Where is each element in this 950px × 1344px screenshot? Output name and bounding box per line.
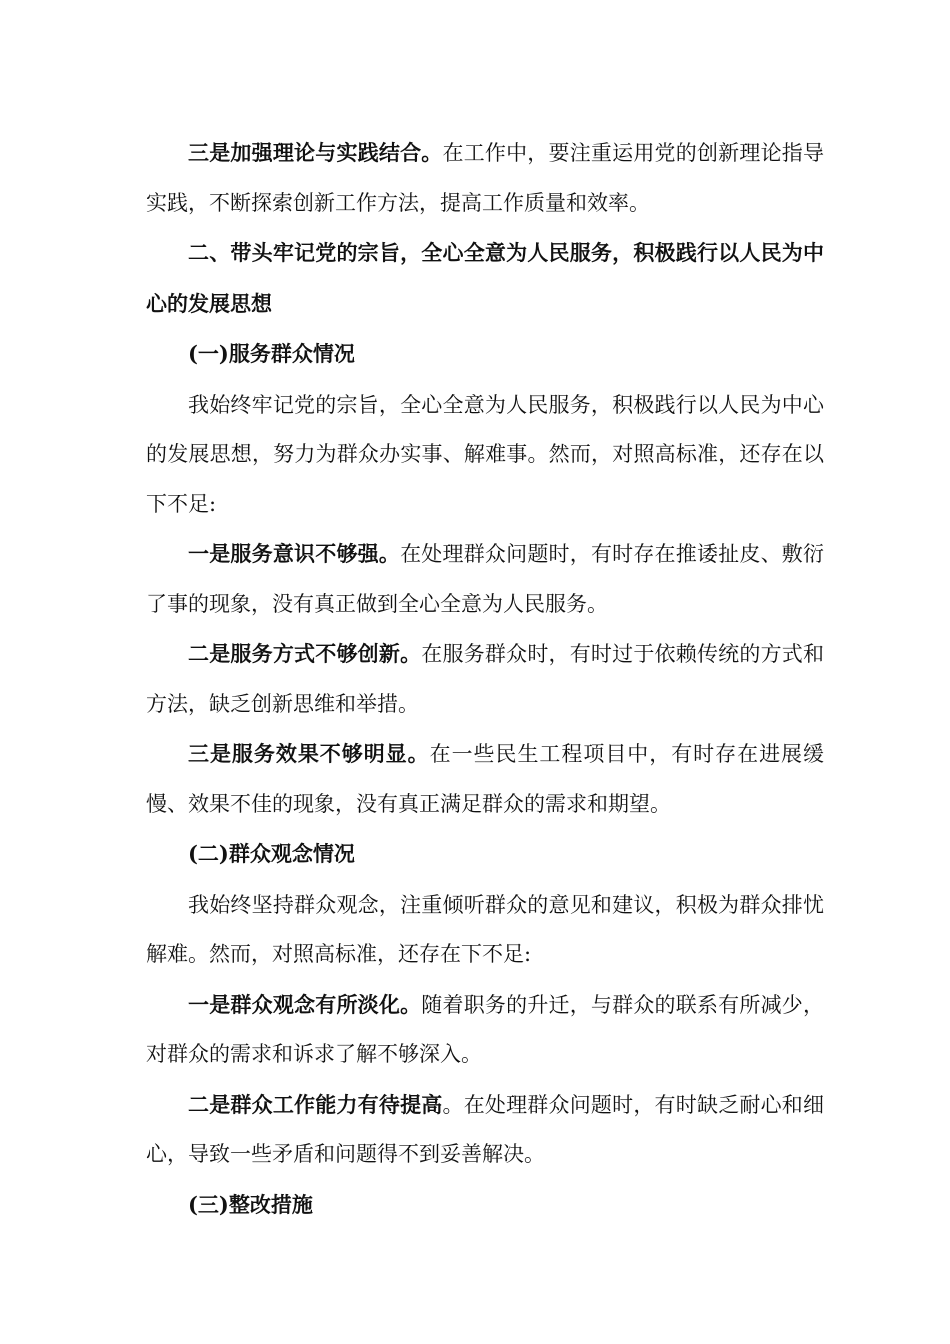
paragraph-text: 在工作中，要注重运用党的创新理论指导实践，不断探索创新工作方法，提高工作质量和效率。 xyxy=(146,141,824,215)
paragraph-service-method xyxy=(146,629,824,729)
paragraph-mass-work-ability xyxy=(146,1080,824,1180)
paragraph-text: 在处理群众问题时，有时存在推诿扯皮、敷衍了事的现象，没有真正做到全心全意为人民服务。 xyxy=(146,542,825,616)
paragraph-text: 在服务群众时，有时过于依赖传统的方式和方法，缺乏创新思维和举措。 xyxy=(146,642,825,716)
section-heading-2 xyxy=(146,228,824,329)
paragraph-practice-combination xyxy=(146,128,824,228)
paragraph-lead: 一是群众观念有所淡化。 xyxy=(188,991,422,1017)
paragraph-service-effect xyxy=(146,729,824,829)
paragraph-mass-view-faded xyxy=(146,980,824,1080)
subsection-heading-3 xyxy=(146,1180,824,1231)
paragraph-lead: 三是服务效果不够明显。 xyxy=(188,741,430,766)
paragraph-text: 。在处理群众问题时，有时缺乏耐心和细心，导致一些矛盾和问题得不到妥善解决。 xyxy=(146,1092,824,1166)
paragraph-text: 在一些民生工程项目中，有时存在进展缓慢、效果不佳的现象，没有真正满足群众的需求和期望。 xyxy=(146,742,825,816)
paragraph-lead: 二是群众工作能力有待提高 xyxy=(188,1091,443,1117)
subsection-heading-text: (二)群众观念情况 xyxy=(188,841,355,866)
paragraph-lead: 二是服务方式不够创新。 xyxy=(188,641,422,666)
paragraph-text: 我始终牢记党的宗旨，全心全意为人民服务，积极践行以人民为中心的发展思想，努力为群众办实事、解难事。然而，对照高标准，还存在以下不足: xyxy=(146,392,824,516)
paragraph-mass-view-overview xyxy=(146,880,824,980)
document-body xyxy=(146,128,824,1230)
paragraph-service-overview xyxy=(146,380,824,530)
paragraph-lead: 一是服务意识不够强。 xyxy=(188,541,401,566)
paragraph-lead: 三是加强理论与实践结合。 xyxy=(188,140,443,165)
paragraph-text: 我始终坚持群众观念，注重倾听群众的意见和建议，积极为群众排忧解难。然而，对照高标准，还存在下不足: xyxy=(146,892,824,966)
subsection-heading-text: (一)服务群众情况 xyxy=(188,341,355,366)
section-heading-text: 二、带头牢记党的宗旨，全心全意为人民服务，积极践行以人民为中心的发展思想 xyxy=(146,240,824,316)
subsection-heading-text: (三)整改措施 xyxy=(188,1191,313,1217)
subsection-heading-1 xyxy=(146,329,824,380)
paragraph-service-awareness xyxy=(146,529,824,629)
paragraph-text: 随着职务的升迁，与群众的联系有所减少，对群众的需求和诉求了解不够深入。 xyxy=(146,992,825,1066)
subsection-heading-2 xyxy=(146,829,824,880)
